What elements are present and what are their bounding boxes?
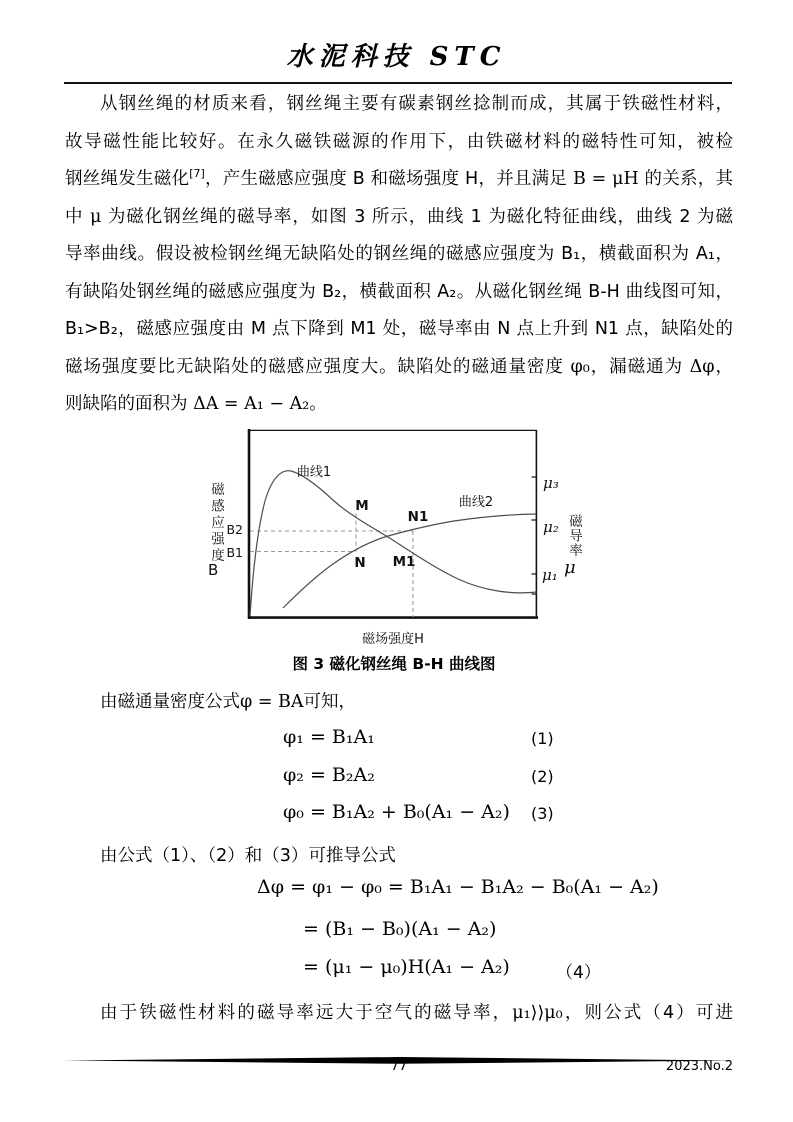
page-number: 77 [390, 1059, 408, 1074]
curve1-label: 曲线1 [296, 465, 332, 480]
equation-4-number: （4） [556, 963, 601, 983]
text-line [65, 236, 733, 274]
inline-formula: μ [89, 206, 102, 227]
text-segment: 有缺陷处钢丝绳的磁感应强度为 B₂，横截面积 A₂。从磁化钢丝绳 B-H 曲线图可知， [65, 281, 733, 302]
curve2-label: 曲线2 [458, 495, 494, 510]
inline-formula: μ₁⟩⟩μ₀ [512, 1003, 563, 1023]
text-segment: 由于铁磁性材料的磁导率远大于空气的磁导率， [100, 1003, 513, 1023]
paragraph-intro [65, 86, 733, 424]
equation-intro [65, 684, 733, 722]
closing-paragraph [65, 995, 733, 1033]
derivation-intro [65, 838, 733, 876]
y-axis-title: 磁感应强度 [208, 482, 224, 565]
equation-3-number: (3) [531, 804, 554, 823]
text-segment: 中 [65, 206, 90, 227]
mu1-tick-label: μ₁ [542, 566, 558, 584]
y-axis-symbol: B [208, 561, 219, 579]
inline-formula: Δφ [689, 356, 715, 377]
text-segment: 导率曲线。假设被检钢丝绳无缺陷处的钢丝绳的磁感应强度为 B₁，横截面积为 A₁， [65, 244, 733, 264]
text-segment: ， [714, 356, 734, 377]
x-axis-title: 磁场强度H [362, 632, 424, 647]
text-segment: 从钢丝绳的材质来看，钢丝绳主要有碳素钢丝捻制而成，其属于铁磁性材料， [100, 94, 733, 114]
issue-label: 2023.No.2 [665, 1059, 733, 1074]
b1-tick-label: B1 [226, 545, 243, 560]
figure-caption: 图 3 磁化钢丝绳 B-H 曲线图 [292, 655, 496, 673]
equation-4-line2: = (B₁ − B₀)(A₁ − A₂) [303, 918, 497, 940]
equation-2-number: (2) [531, 767, 554, 786]
text-segment: 故导磁性能比较好。在永久磁铁磁源的作用下，由铁磁材料的磁特性可知，被检 [65, 131, 733, 152]
b2-tick-label: B2 [226, 522, 243, 537]
equation-3: φ₀ = B₁A₂ + B₀(A₁ − A₂) [283, 801, 510, 823]
bh-curve-figure [190, 425, 603, 660]
text-segment: ，则公式（4）可进 [562, 1003, 733, 1023]
inline-formula: φ = BA [240, 692, 304, 712]
magnetization-curve-1 [250, 471, 537, 616]
inline-formula: ΔA = A₁ − A₂ [193, 394, 310, 414]
equation-4-line3: = (μ₁ − μ₀)H(A₁ − A₂) [303, 956, 510, 978]
text-line [65, 124, 733, 162]
text-segment: 。 [309, 394, 327, 414]
text-segment: 为磁化钢丝绳的磁导率，如图 3 所示，曲线 1 为磁化特征曲线，曲线 2 为磁 [101, 206, 733, 227]
bh-curve-chart [190, 425, 603, 660]
point-n-label: N [354, 555, 366, 571]
mu2-tick-label: μ₂ [543, 518, 559, 536]
text-line [65, 386, 733, 424]
equation-4-line1: Δφ = φ₁ − φ₀ = B₁A₁ − B₁A₂ − B₀(A₁ − A₂) [257, 876, 659, 898]
text-segment: 的关系，其 [638, 169, 733, 189]
text-line [65, 311, 733, 349]
reference-superscript: [7] [189, 167, 205, 181]
header-rule [64, 82, 732, 84]
text-segment: ，产生磁感应强度 B 和磁场强度 H，并且满足 [204, 169, 573, 189]
equation-1-number: (1) [531, 729, 554, 748]
equation-1: φ₁ = B₁A₁ [283, 726, 375, 748]
text-segment: 由公式（1）、（2）和（3）可推导公式 [100, 846, 396, 866]
inline-formula: B = μH [572, 169, 639, 189]
text-segment: 磁场强度要比无缺陷处的磁感应强度大。缺陷处的磁通量密度 [65, 356, 571, 377]
inline-formula: φ₀ [570, 356, 590, 377]
footer-rule [63, 1050, 735, 1058]
point-m1-label: M1 [392, 554, 416, 570]
text-segment: 则缺陷的面积为 [65, 394, 194, 414]
point-n1-label: N1 [407, 509, 429, 525]
right-axis-symbol: μ [564, 557, 576, 578]
text-segment: 钢丝绳发生磁化 [65, 169, 190, 189]
text-line [65, 274, 733, 312]
text-segment: ，漏磁通为 [589, 356, 690, 377]
right-axis-title: 磁导率 [566, 514, 582, 558]
journal-title: 水泥科技 STC [286, 42, 507, 72]
text-line [65, 161, 733, 199]
text-line [65, 199, 733, 237]
text-segment: B₁>B₂，磁感应强度由 M 点下降到 M1 处，磁导率由 N 点上升到 N1 点，缺陷处的 [65, 319, 733, 339]
equation-2: φ₂ = B₂A₂ [283, 764, 375, 786]
mu3-tick-label: μ₃ [543, 474, 559, 492]
text-segment: 可知， [303, 692, 357, 712]
text-line [65, 349, 733, 387]
text-line [65, 86, 733, 124]
point-m-label: M [355, 498, 369, 514]
text-segment: 由磁通量密度公式 [100, 692, 240, 712]
